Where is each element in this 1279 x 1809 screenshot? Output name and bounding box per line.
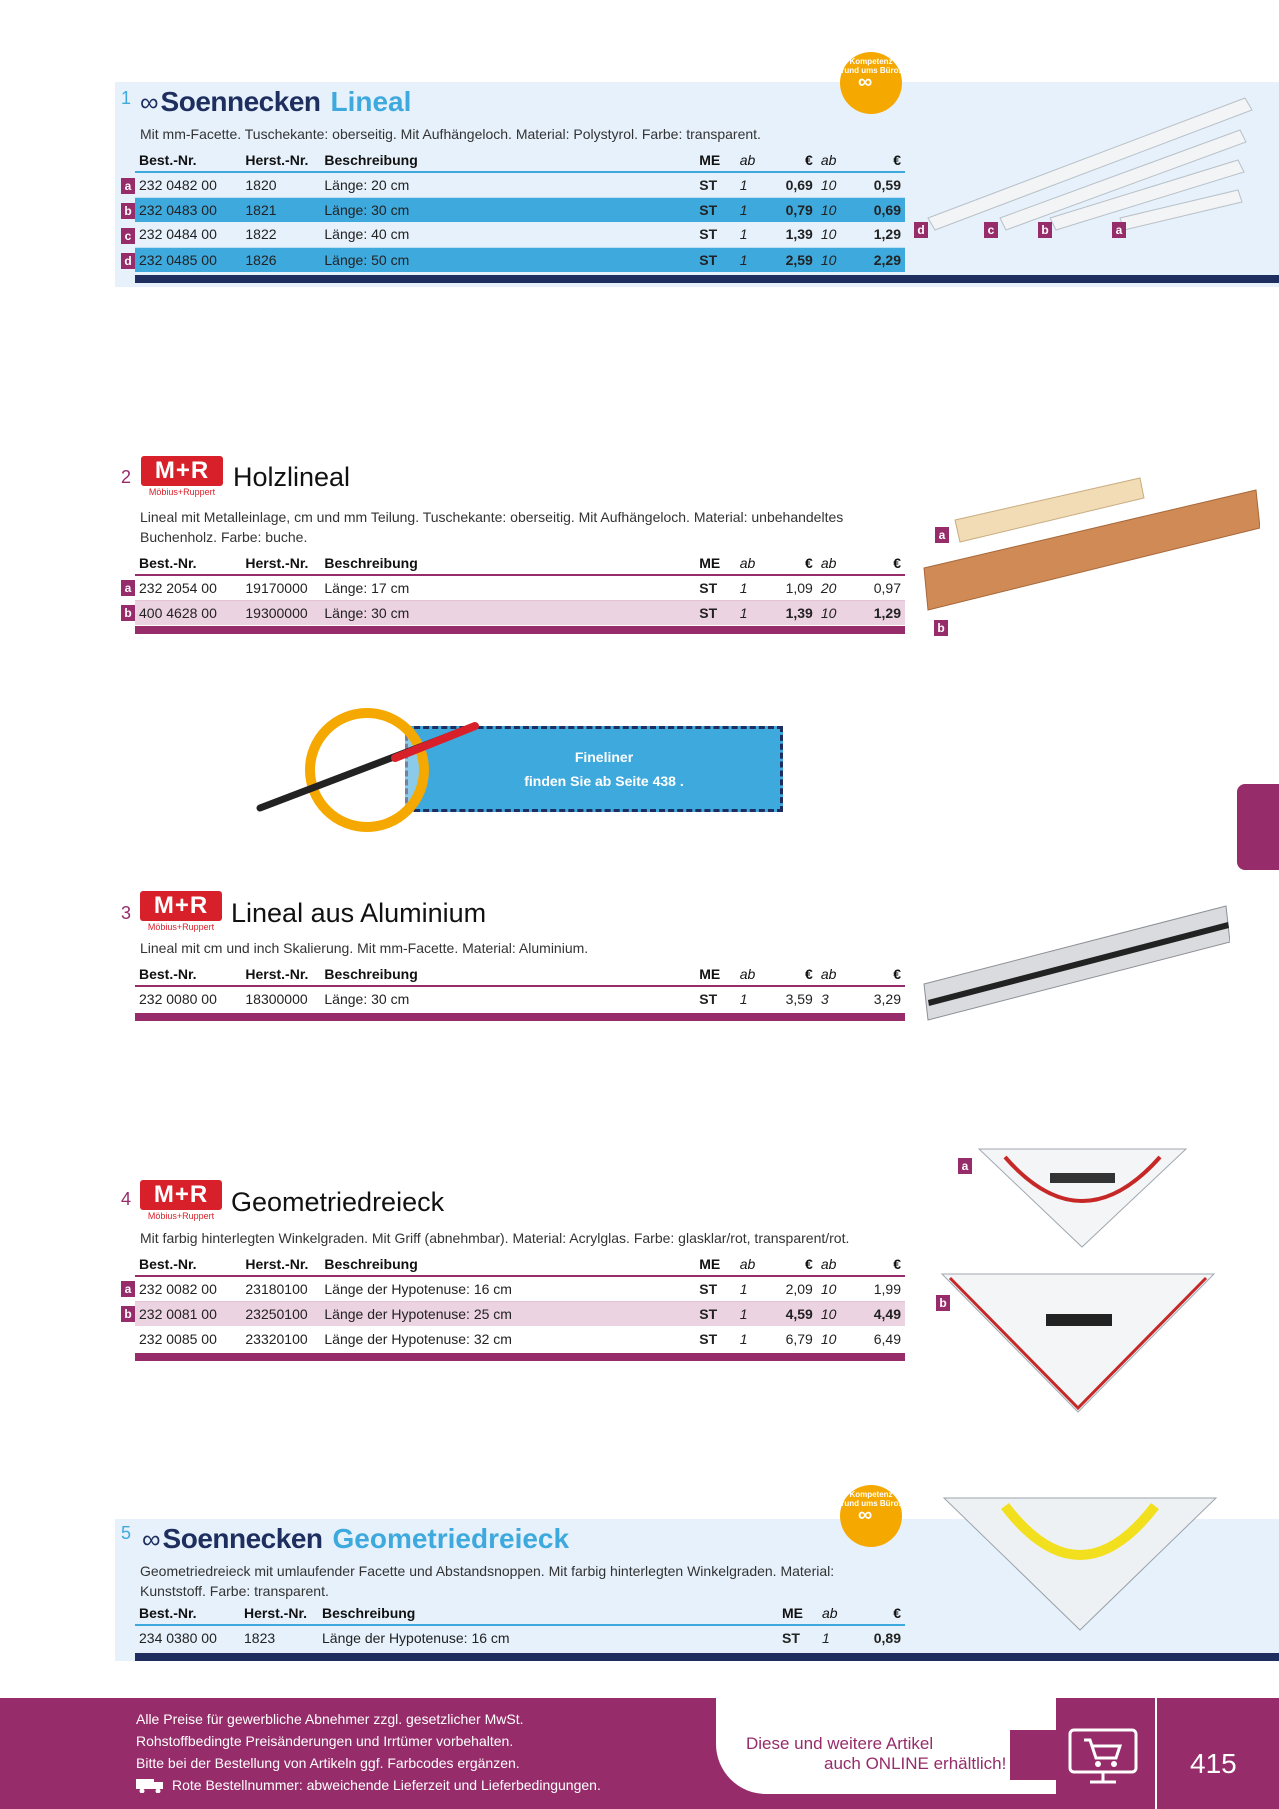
col-me: ME <box>695 962 736 986</box>
table-row <box>135 986 905 1011</box>
col-price: € <box>766 551 817 575</box>
price: 1,29 <box>854 600 905 625</box>
col-herst-nr: Herst.-Nr. <box>241 962 320 986</box>
col-price: € <box>854 148 905 172</box>
product-description: Mit farbig hinterlegten Winkelgraden. Mit Griff (abnehmbar). Material: Acrylglas. Farbe: glasklar/rot, transparent/rot. <box>140 1230 850 1246</box>
image-letter: b <box>1038 222 1052 238</box>
col-ab: ab <box>736 962 766 986</box>
table-row <box>135 575 905 600</box>
mr-logo <box>140 891 222 935</box>
ab: 1 <box>736 247 766 272</box>
price: 1,29 <box>854 222 905 247</box>
best-nr: 232 0082 00 <box>135 1276 241 1301</box>
ab: 10 <box>817 1301 854 1326</box>
table-header <box>135 551 905 575</box>
product-title: Geometriedreieck <box>231 1187 445 1217</box>
price: 6,49 <box>873 1330 901 1347</box>
price: 1,99 <box>854 1276 905 1301</box>
table-row <box>135 247 905 272</box>
kompetenz-ring-icon: ∞ <box>858 1504 873 1526</box>
price: 1,39 <box>766 222 817 247</box>
herst-nr: 18300000 <box>245 991 308 1007</box>
table-row <box>135 1625 905 1650</box>
me: ST <box>695 575 736 600</box>
table-row <box>135 600 905 625</box>
col-me: ME <box>695 551 736 575</box>
table-row <box>135 222 905 247</box>
shopping-cart-icon[interactable] <box>1060 1722 1146 1788</box>
herst-nr: 19170000 <box>241 575 320 600</box>
beschreibung: Länge: 17 cm <box>320 575 695 600</box>
truck-icon <box>136 1777 166 1793</box>
ab: 10 <box>817 222 854 247</box>
beschreibung: Länge: 30 cm <box>324 991 410 1007</box>
product-table-4 <box>135 1252 905 1351</box>
rulers-image <box>920 90 1260 240</box>
ab: 1 <box>739 1330 748 1347</box>
product-description: Geometriedreieck mit umlaufender Facette und Abstandsnoppen. Mit farbig hinterlegten Winkelgraden. Material: Kunststoff. Farbe: transparent. <box>140 1563 835 1599</box>
section-bar <box>135 1353 905 1361</box>
beschreibung: Länge: 30 cm <box>320 197 695 222</box>
section-bar <box>135 275 1279 283</box>
brand-name: Soennecken <box>160 86 321 117</box>
price: 0,69 <box>766 172 817 197</box>
page-number: 415 <box>1190 1748 1237 1779</box>
row-letter: b <box>121 1306 135 1322</box>
herst-nr: 1823 <box>244 1630 276 1646</box>
table-row <box>135 197 905 222</box>
brand-name: M+R <box>140 1180 222 1210</box>
price: 0,59 <box>854 172 905 197</box>
price: 2,09 <box>766 1276 817 1301</box>
price: 0,69 <box>854 197 905 222</box>
wood-rulers-image <box>920 470 1260 620</box>
section-number: 1 <box>121 88 132 108</box>
col-beschreibung: Beschreibung <box>320 551 695 575</box>
footer-line: Rote Bestellnummer: abweichende Lieferzeit und Lieferbedingungen. <box>172 1777 601 1793</box>
soennecken-ring-icon: ∞ <box>140 86 159 117</box>
col-beschreibung: Beschreibung <box>320 1252 695 1276</box>
section-number: 2 <box>121 467 132 487</box>
row-letter: b <box>121 605 135 621</box>
image-letter: a <box>1112 222 1126 238</box>
ab: 1 <box>739 991 748 1007</box>
triangle-image-b <box>938 1270 1218 1415</box>
triangle-image-soennecken <box>940 1494 1220 1634</box>
row-letter: c <box>121 228 135 244</box>
kompetenz-badge <box>840 52 902 114</box>
col-me: ME <box>778 1601 818 1625</box>
col-herst-nr: Herst.-Nr. <box>240 1601 318 1625</box>
section-bar <box>135 626 905 634</box>
footer-line: Rohstoffbedingte Preisänderungen und Irrtümer vorbehalten. <box>136 1733 514 1749</box>
product-description: Mit mm-Facette. Tuschekante: oberseitig. Mit Aufhängeloch. Material: Polystyrol. Farbe: transparent. <box>140 126 761 142</box>
col-best-nr: Best.-Nr. <box>135 962 241 986</box>
footer-line-truck <box>136 1774 601 1796</box>
badge-text: Kompetenz rund ums Büro. <box>841 57 901 75</box>
online-banner[interactable] <box>716 1698 1056 1794</box>
herst-nr: 23320100 <box>245 1330 308 1347</box>
image-letter: d <box>914 222 928 238</box>
table-header <box>135 1252 905 1276</box>
brand-sub: Möbius+Ruppert <box>148 487 216 497</box>
me: ST <box>695 222 736 247</box>
best-nr: 400 4628 00 <box>135 600 241 625</box>
promo-line2: finden Sie ab Seite 438 . <box>524 773 684 789</box>
section-bar <box>135 1013 905 1021</box>
col-best-nr: Best.-Nr. <box>135 1252 241 1276</box>
ab: 3 <box>820 991 829 1007</box>
product-table-3 <box>135 962 905 1011</box>
me: ST <box>695 1276 736 1301</box>
product-title: Lineal aus Aluminium <box>231 898 487 928</box>
row-letter: d <box>121 253 135 269</box>
ab: 1 <box>736 1276 766 1301</box>
price: 3,29 <box>873 991 901 1007</box>
beschreibung: Länge der Hypotenuse: 16 cm <box>322 1630 510 1646</box>
beschreibung: Länge: 20 cm <box>320 172 695 197</box>
me: ST <box>782 1630 800 1646</box>
me: ST <box>695 197 736 222</box>
herst-nr: 1821 <box>241 197 320 222</box>
footer-line: Alle Preise für gewerbliche Abnehmer zzgl. gesetzlicher MwSt. <box>136 1711 524 1727</box>
beschreibung: Länge: 50 cm <box>320 247 695 272</box>
ab: 1 <box>736 575 766 600</box>
online-text <box>746 1734 1006 1774</box>
col-price: € <box>854 962 905 986</box>
online-line2: auch ONLINE erhältlich! <box>824 1754 1007 1773</box>
promo-line1: Fineliner <box>574 749 634 765</box>
brand-sub: Möbius+Ruppert <box>147 922 215 932</box>
product-title: Geometriedreieck <box>332 1523 570 1554</box>
footer-line: Bitte bei der Bestellung von Artikeln ggf. Farbcodes ergänzen. <box>136 1755 520 1771</box>
best-nr: 234 0380 00 <box>139 1630 217 1646</box>
col-best-nr: Best.-Nr. <box>135 148 241 172</box>
beschreibung: Länge der Hypotenuse: 32 cm <box>324 1330 512 1347</box>
price: 0,79 <box>766 197 817 222</box>
best-nr: 232 0081 00 <box>135 1301 241 1326</box>
col-herst-nr: Herst.-Nr. <box>241 148 320 172</box>
col-price: € <box>855 1601 905 1625</box>
product-table-1 <box>135 148 905 272</box>
col-ab: ab <box>736 1252 766 1276</box>
beschreibung: Länge der Hypotenuse: 16 cm <box>320 1276 695 1301</box>
price: 4,59 <box>766 1301 817 1326</box>
ab: 10 <box>820 1330 837 1347</box>
product-description: Lineal mit cm und inch Skalierung. Mit mm-Facette. Material: Aluminium. <box>140 940 589 956</box>
me: ST <box>695 600 736 625</box>
beschreibung: Länge: 40 cm <box>320 222 695 247</box>
price: 0,89 <box>873 1630 901 1646</box>
col-beschreibung: Beschreibung <box>320 962 695 986</box>
price: 4,49 <box>854 1301 905 1326</box>
col-beschreibung: Beschreibung <box>318 1601 778 1625</box>
herst-nr: 23250100 <box>241 1301 320 1326</box>
col-beschreibung: Beschreibung <box>320 148 695 172</box>
col-me: ME <box>695 1252 736 1276</box>
col-ab: ab <box>736 551 766 575</box>
row-letter: a <box>121 1281 135 1297</box>
col-best-nr: Best.-Nr. <box>135 551 241 575</box>
product-table-5 <box>135 1601 905 1650</box>
aluminium-ruler-image <box>920 900 1230 1030</box>
me: ST <box>695 172 736 197</box>
ab: 1 <box>736 197 766 222</box>
fineliner-pen-icon <box>255 720 485 820</box>
me: ST <box>695 1301 736 1326</box>
price: 2,59 <box>766 247 817 272</box>
price: 6,79 <box>785 1330 813 1347</box>
col-ab: ab <box>817 1252 854 1276</box>
table-header <box>135 962 905 986</box>
ab: 1 <box>736 172 766 197</box>
row-letter: b <box>121 203 135 219</box>
soennecken-ring-icon: ∞ <box>142 1523 161 1554</box>
herst-nr: 23180100 <box>241 1276 320 1301</box>
row-letter: a <box>121 178 135 194</box>
herst-nr: 1826 <box>241 247 320 272</box>
col-price: € <box>854 551 905 575</box>
ab: 1 <box>736 600 766 625</box>
table-header <box>135 148 905 172</box>
row-letter: a <box>121 580 135 596</box>
best-nr: 232 0085 00 <box>139 1330 217 1347</box>
me: ST <box>699 991 718 1007</box>
kompetenz-ring-icon: ∞ <box>858 71 873 93</box>
col-price: € <box>766 1252 817 1276</box>
best-nr: 232 0484 00 <box>135 222 241 247</box>
me: ST <box>699 1330 718 1347</box>
chapter-tab[interactable] <box>1237 784 1279 870</box>
triangle-image-a <box>975 1145 1190 1250</box>
best-nr: 232 0485 00 <box>135 247 241 272</box>
ab: 1 <box>822 1630 830 1646</box>
col-price: € <box>854 1252 905 1276</box>
table-row <box>135 1326 905 1351</box>
image-letter: a <box>935 527 949 543</box>
best-nr: 232 0482 00 <box>135 172 241 197</box>
brand-name: M+R <box>140 891 222 921</box>
footer-separator <box>1155 1698 1157 1809</box>
price: 2,29 <box>854 247 905 272</box>
best-nr: 232 2054 00 <box>135 575 241 600</box>
herst-nr: 1820 <box>241 172 320 197</box>
mr-logo <box>141 456 223 500</box>
best-nr: 232 0483 00 <box>135 197 241 222</box>
price: 1,09 <box>766 575 817 600</box>
section-number: 4 <box>121 1189 132 1209</box>
product-title: Lineal <box>330 86 412 117</box>
online-line1: Diese und weitere Artikel <box>746 1734 934 1753</box>
table-header <box>135 1601 905 1625</box>
beschreibung: Länge: 30 cm <box>320 600 695 625</box>
best-nr: 232 0080 00 <box>139 991 217 1007</box>
section-number: 3 <box>121 903 132 923</box>
image-letter: c <box>984 222 998 238</box>
ab: 10 <box>817 172 854 197</box>
brand-name: M+R <box>141 456 223 486</box>
col-ab: ab <box>818 1601 855 1625</box>
col-herst-nr: Herst.-Nr. <box>241 551 320 575</box>
col-best-nr: Best.-Nr. <box>135 1601 240 1625</box>
col-herst-nr: Herst.-Nr. <box>241 1252 320 1276</box>
ab: 10 <box>817 247 854 272</box>
ab: 10 <box>817 600 854 625</box>
col-ab: ab <box>817 551 854 575</box>
ab: 1 <box>736 222 766 247</box>
section-bar <box>135 1653 1279 1661</box>
col-ab: ab <box>736 148 766 172</box>
image-letter: b <box>936 1295 950 1311</box>
kompetenz-badge <box>840 1485 902 1547</box>
mr-logo <box>140 1180 222 1224</box>
footer-notes <box>136 1708 601 1796</box>
price: 0,97 <box>854 575 905 600</box>
table-row <box>135 1276 905 1301</box>
ab: 1 <box>736 1301 766 1326</box>
image-letter: a <box>958 1158 972 1174</box>
table-row <box>135 1301 905 1326</box>
me: ST <box>695 247 736 272</box>
herst-nr: 19300000 <box>241 600 320 625</box>
beschreibung: Länge der Hypotenuse: 25 cm <box>320 1301 695 1326</box>
ab: 20 <box>817 575 854 600</box>
table-row <box>135 172 905 197</box>
soennecken-logo <box>142 1523 569 1555</box>
col-ab: ab <box>817 148 854 172</box>
badge-text: Kompetenz rund ums Büro. <box>841 1490 901 1508</box>
product-title: Holzlineal <box>233 462 351 492</box>
section-number: 5 <box>121 1523 132 1543</box>
col-ab: ab <box>817 962 854 986</box>
brand-sub: Möbius+Ruppert <box>147 1211 215 1221</box>
herst-nr: 1822 <box>241 222 320 247</box>
price: 1,39 <box>766 600 817 625</box>
col-price: € <box>766 148 817 172</box>
ab: 10 <box>817 197 854 222</box>
col-price: € <box>766 962 817 986</box>
ab: 10 <box>817 1276 854 1301</box>
price: 3,59 <box>785 991 813 1007</box>
product-table-2 <box>135 551 905 625</box>
soennecken-logo <box>140 86 411 118</box>
col-me: ME <box>695 148 736 172</box>
product-description: Lineal mit Metalleinlage, cm und mm Teilung. Tuschekante: oberseitig. Mit Aufhängeloch. Material: unbehandeltes Buchenholz. Farbe: buche. <box>140 509 844 545</box>
image-letter: b <box>934 620 948 636</box>
brand-name: Soennecken <box>162 1523 323 1554</box>
